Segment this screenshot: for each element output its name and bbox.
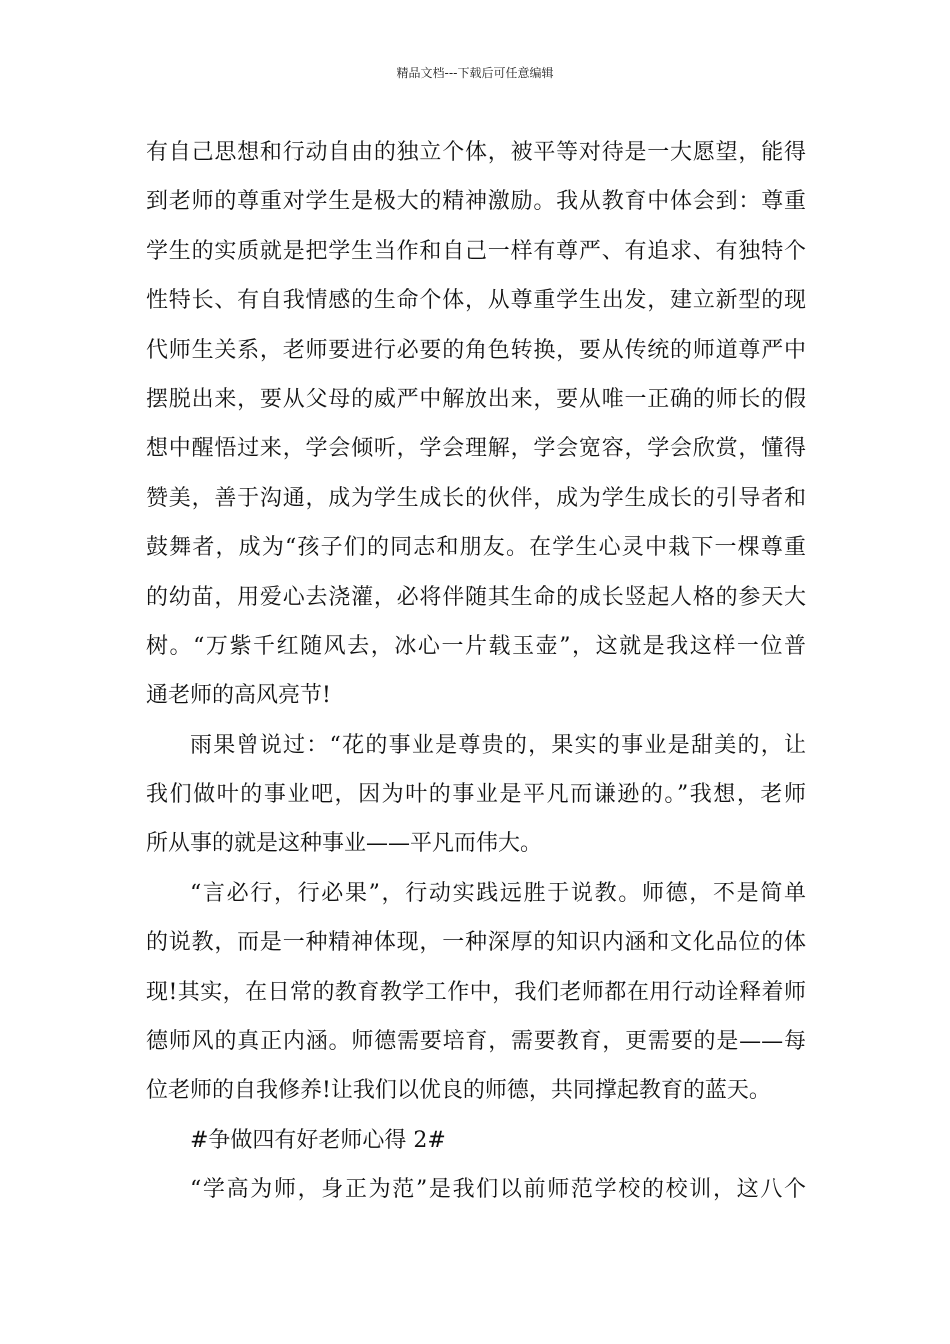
- text-line: 位老师的自我修养!让我们以优良的师德，共同撑起教育的蓝天。: [146, 1078, 771, 1104]
- text-line: 摆脱出来，要从父母的威严中解放出来，要从唯一正确的师长的假: [146, 386, 806, 412]
- text-line: 性特长、有自我情感的生命个体，从尊重学生出发，建立新型的现: [146, 288, 806, 314]
- text-line: “言必行，行必果”，行动实践远胜于说教。师德，不是简单: [190, 880, 806, 906]
- text-line: 所从事的就是这种事业——平凡而伟大。: [146, 831, 543, 857]
- page-header: 精品文档---下载后可任意编辑: [396, 66, 554, 80]
- text-line: 学生的实质就是把学生当作和自己一样有尊严、有追求、有独特个: [146, 238, 806, 264]
- text-line: 有自己思想和行动自由的独立个体，被平等对待是一大愿望，能得: [146, 140, 806, 165]
- text-line: 的说教，而是一种精神体现，一种深厚的知识内涵和文化品位的体: [146, 930, 806, 956]
- text-line: 雨果曾说过：“花的事业是尊贵的，果实的事业是甜美的，让: [190, 732, 806, 758]
- document-body: [146, 128, 806, 1215]
- text-line: 代师生关系，老师要进行必要的角色转换，要从传统的师道尊严中: [146, 337, 806, 363]
- text-line: 树。“万紫千红随风去，冰心一片载玉壶”，这就是我这样一位普: [146, 633, 806, 659]
- text-line: “学高为师，身正为范”是我们以前师范学校的校训，这八个: [190, 1177, 806, 1203]
- text-line: 鼓舞者，成为“孩子们的同志和朋友。在学生心灵中栽下一棵尊重: [146, 535, 806, 561]
- text-line: 我们做叶的事业吧，因为叶的事业是平凡而谦逊的。”我想，老师: [146, 782, 806, 808]
- text-line: 现!其实，在日常的教育教学工作中，我们老师都在用行动诠释着师: [146, 979, 806, 1005]
- text-line: 想中醒悟过来，学会倾听，学会理解，学会宽容，学会欣赏，懂得: [146, 436, 806, 462]
- text-line: 到老师的尊重对学生是极大的精神激励。我从教育中体会到：尊重: [146, 189, 806, 215]
- text-line: 赞美，善于沟通，成为学生成长的伙伴，成为学生成长的引导者和: [146, 485, 806, 511]
- text-line: 德师风的真正内涵。师德需要培育，需要教育，更需要的是——每: [146, 1029, 806, 1055]
- text-line: 通老师的高风亮节!: [146, 683, 331, 709]
- text-line: #争做四有好老师心得 2#: [190, 1127, 446, 1153]
- text-line: 的幼苗，用爱心去浇灌，必将伴随其生命的成长竖起人格的参天大: [146, 584, 806, 610]
